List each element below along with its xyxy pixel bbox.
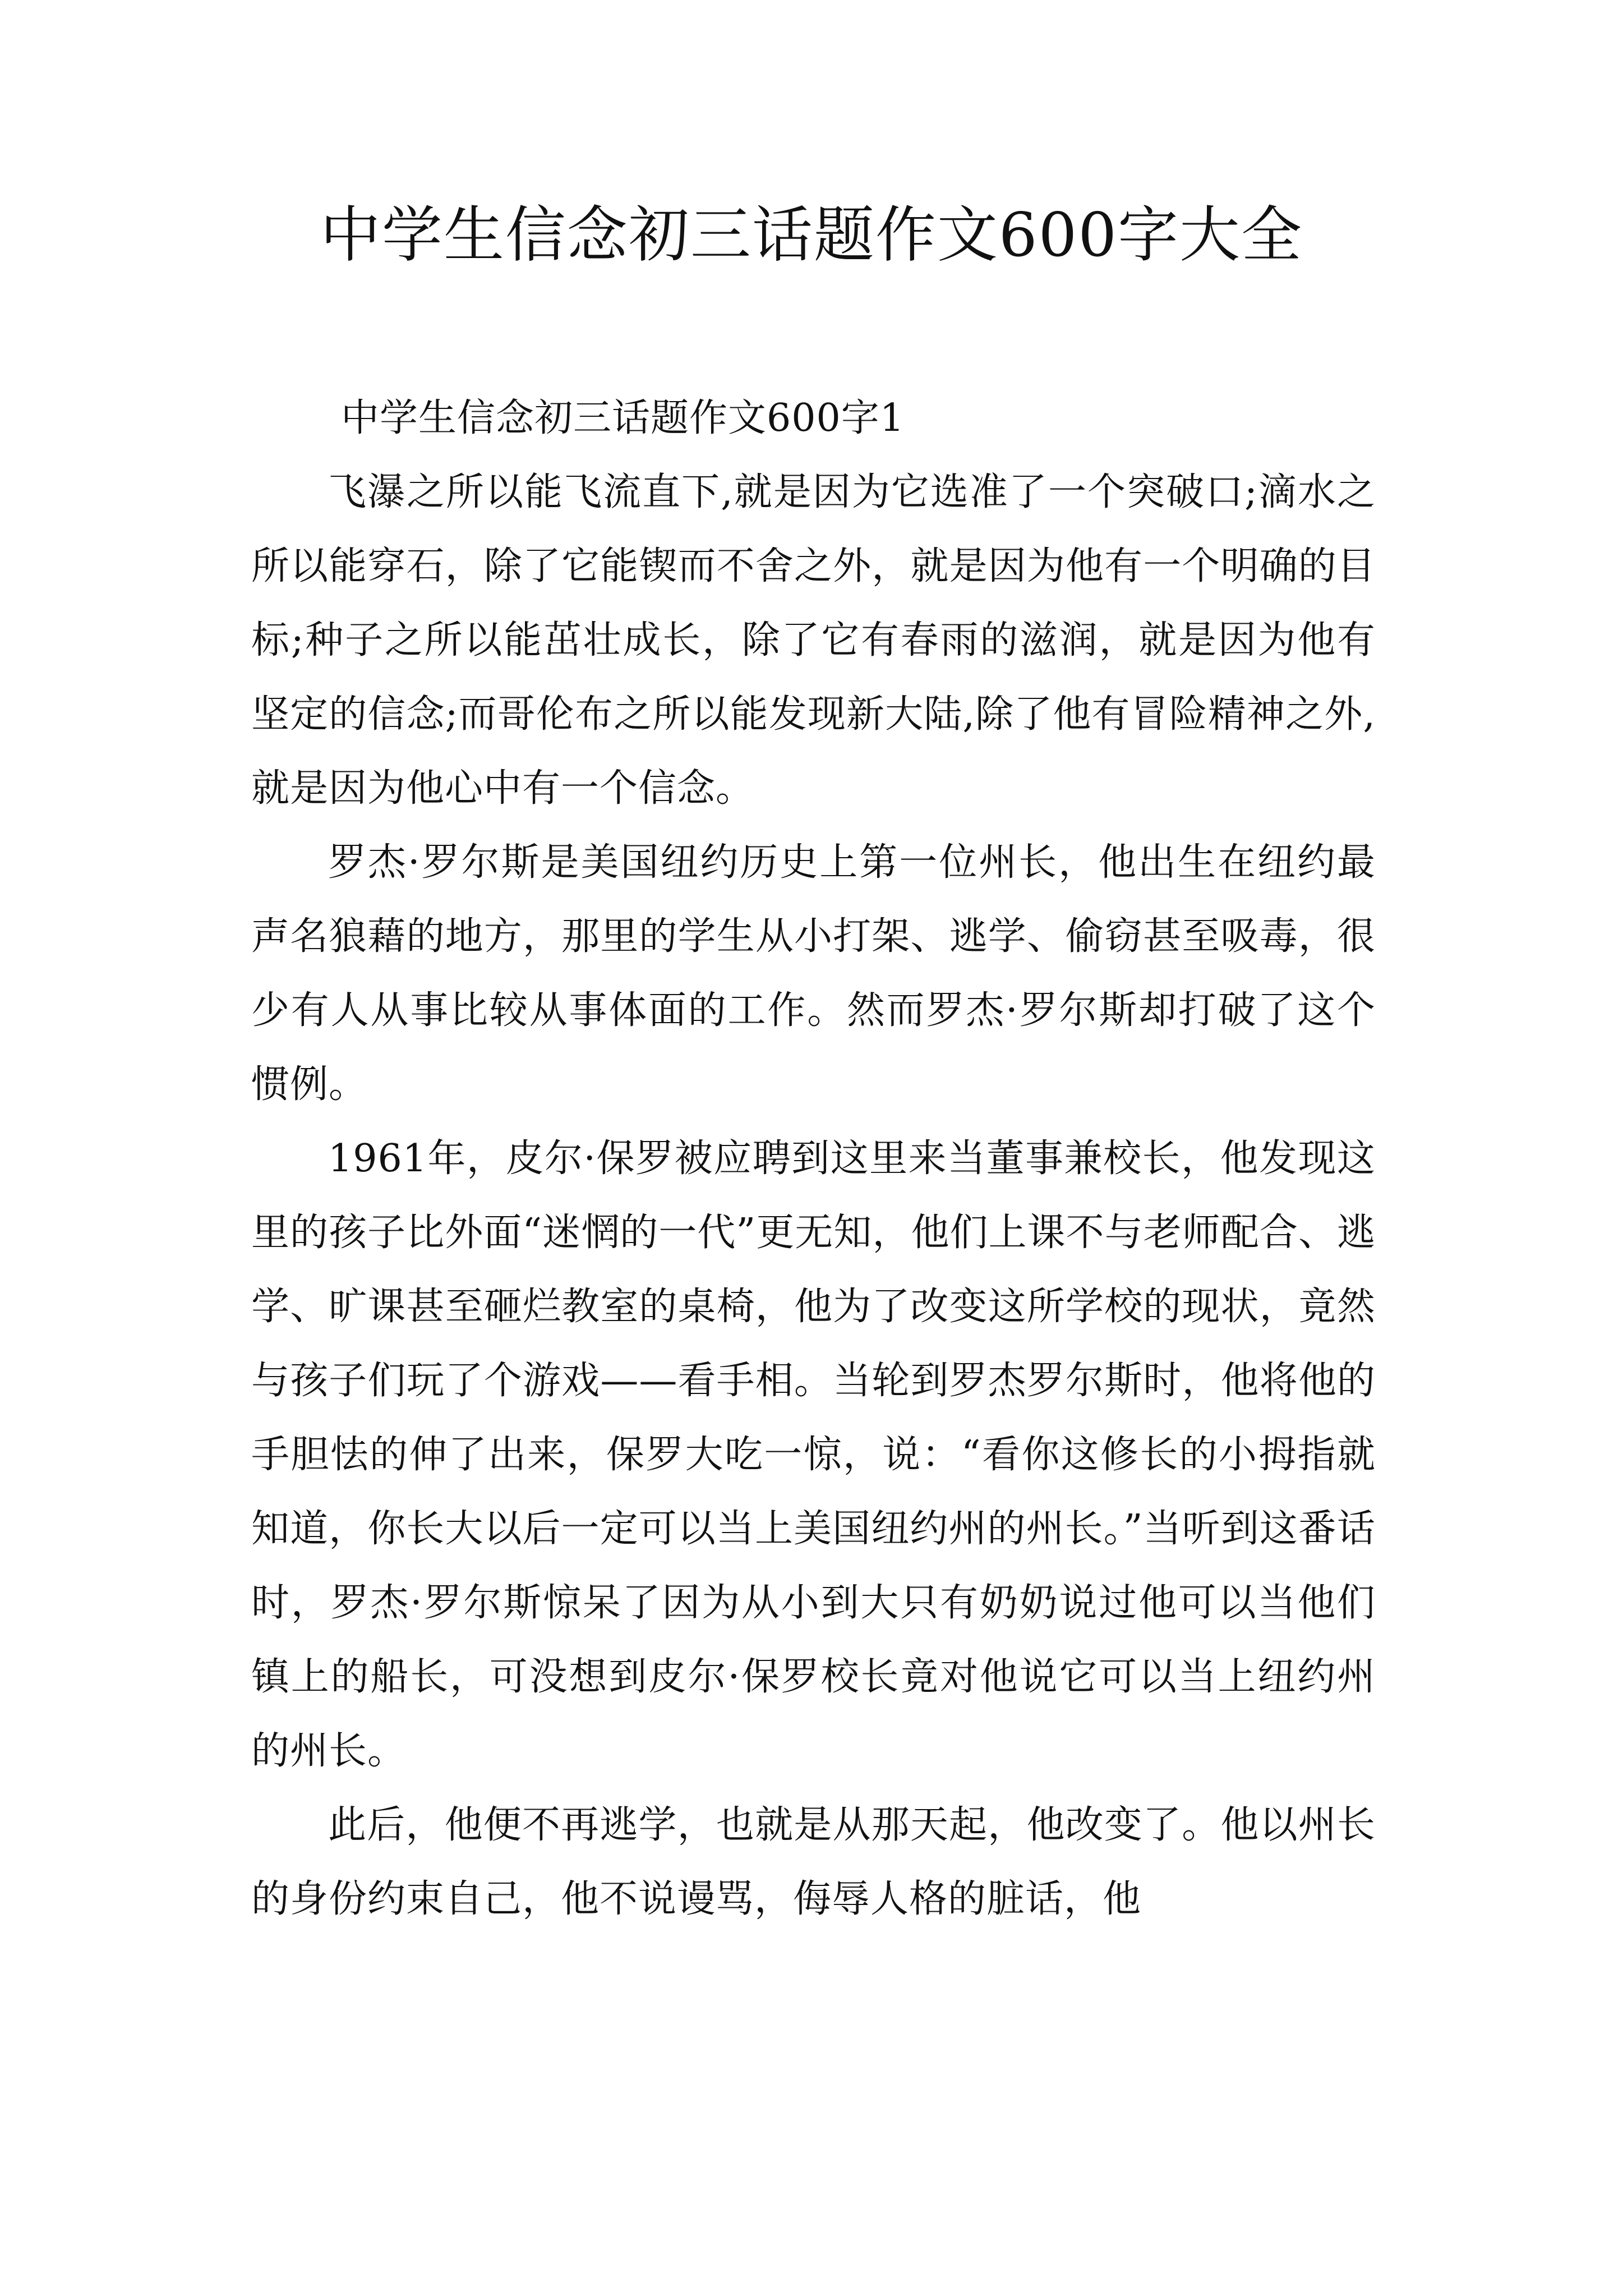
paragraph-4: 此后，他便不再逃学，也就是从那天起，他改变了。他以州长的身份约束自己，他不说谩骂，侮辱人格的脏话，他	[251, 1803, 1376, 1921]
document-body	[251, 381, 1376, 1936]
document-title: 中学生信念初三话题作文600字大全	[320, 200, 1303, 270]
paragraph-2: 罗杰·罗尔斯是美国纽约历史上第一位州长，他出生在纽约最声名狼藉的地方，那里的学生从小打架、逃学、偷窃甚至吸毒，很少有人从事比较从事体面的工作。然而罗杰·罗尔斯却打破了这个惯例。	[251, 840, 1376, 1107]
section-heading: 中学生信念初三话题作文600字1	[341, 396, 905, 440]
paragraph-3: 1961年，皮尔·保罗被应聘到这里来当董事兼校长，他发现这里的孩子比外面“迷惘的一代”更无知，他们上课不与老师配合、逃学、旷课甚至砸烂教室的桌椅，他为了改变这所学校的现状，竟然与孩子们玩了个游戏——看手相。当轮到罗杰罗尔斯时，他将他的手胆怯的伸了出来，保罗大吃一惊，说：“看你这修长的小拇指就知道，你长大以后一定可以当上美国纽约州的州长。”当听到这番话时，罗杰·罗尔斯惊呆了因为从小到大只有奶奶说过他可以当他们镇上的船长，可没想到皮尔·保罗校长竟对他说它可以当上纽约州的州长。	[251, 1137, 1376, 1773]
paragraph-1: 飞瀑之所以能飞流直下,就是因为它选准了一个突破口;滴水之所以能穿石，除了它能锲而不舍之外，就是因为他有一个明确的目标;种子之所以能茁壮成长，除了它有春雨的滋润，就是因为他有坚定的信念;而哥伦布之所以能发现新大陆,除了他有冒险精神之外,就是因为他心中有一个信念。	[251, 470, 1376, 811]
